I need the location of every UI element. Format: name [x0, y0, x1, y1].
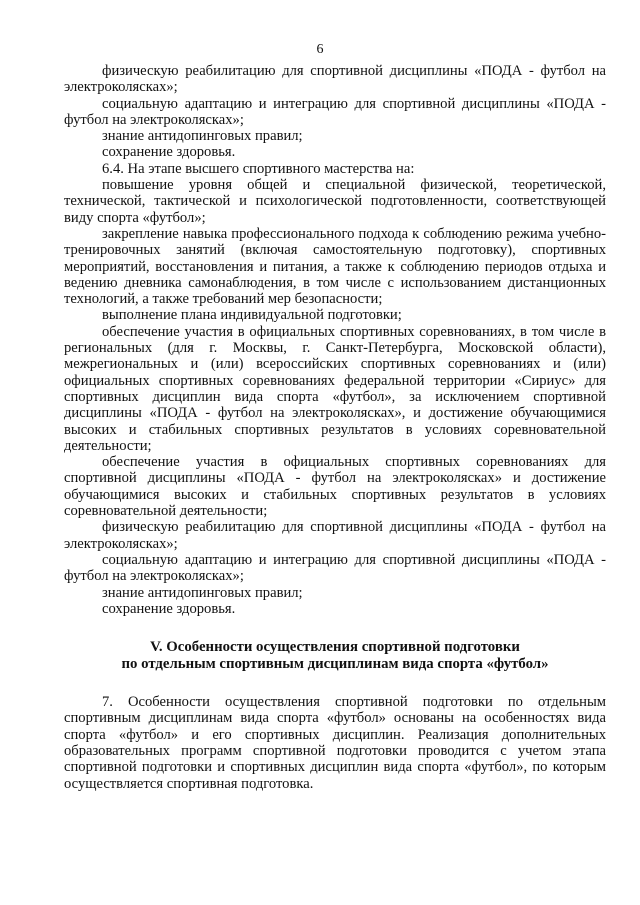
paragraph: социальную адаптацию и интеграцию для спортивной дисциплины «ПОДА - футбол на электроколясках»;	[64, 551, 606, 585]
paragraph: социальную адаптацию и интеграцию для спортивной дисциплины «ПОДА - футбол на электроколясках»;	[64, 95, 606, 128]
paragraph: обеспечение участия в официальных спортивных соревнованиях, в том числе в региональных (для г. Москвы, г. Санкт-Петербурга, Московской области), межрегиональных и (или) всероссийских спортивных соревнованиях и (или) официальных спортивных соревнованиях федеральной территории «Сириус» для спортивных дисциплин вида спорта «футбол», за исключением спортивной дисциплины «ПОДА - футбол на электроколясках», и достижение обучающимися высоких и стабильных спортивных результатов в условиях соревновательной деятельности;	[64, 323, 606, 454]
section-heading-line: по отдельным спортивным дисциплинам вида спорта «футбол»	[121, 656, 549, 673]
paragraph: закрепление навыка профессионального подхода к соблюдению режима учебно-тренировочных занятий (включая самостоятельную подготовку), спортивных мероприятий, восстановления и питания, а также к соблюдению периодов отдыха и ведению дневника самонаблюдения, в том числе с использованием дистанционных технологий, а также требований мер безопасности;	[64, 225, 606, 308]
paragraph-7: 7. Особенности осуществления спортивной подготовки по отдельным спортивным дисциплинам вида спорта «футбол» основаны на особенностях вида спорта «футбол» и его спортивных дисциплин. Реализация дополнительных образовательных программ спортивной подготовки проводится с учетом этапа спортивной подготовки и спортивных дисциплин вида спорта «футбол», по которым осуществляется спортивная подготовка.	[64, 694, 606, 792]
paragraph: 6.4. На этапе высшего спортивного мастерства на:	[102, 160, 415, 177]
page-number: 6	[316, 42, 324, 57]
paragraph: выполнение плана индивидуальной подготовки;	[102, 307, 402, 324]
paragraph: сохранение здоровья.	[102, 600, 236, 617]
document-body	[64, 63, 606, 792]
paragraph: сохранение здоровья.	[102, 144, 236, 161]
paragraph: знание антидопинговых правил;	[102, 128, 303, 145]
section-heading-line: V. Особенности осуществления спортивной подготовки	[150, 639, 520, 656]
paragraph: физическую реабилитацию для спортивной дисциплины «ПОДА - футбол на электроколясках»;	[64, 519, 606, 552]
paragraph: знание антидопинговых правил;	[102, 584, 303, 601]
paragraph: повышение уровня общей и специальной физической, теоретической, технической, тактической и психологической подготовленности, соответствующей виду спорта «футбол»;	[64, 177, 606, 226]
section-heading	[64, 639, 606, 673]
paragraph: физическую реабилитацию для спортивной дисциплины «ПОДА - футбол на электроколясках»;	[64, 63, 606, 96]
paragraph: обеспечение участия в официальных спортивных соревнованиях для спортивной дисциплины «ПОДА - футбол на электроколясках» и достижение обучающимися высоких и стабильных спортивных результатов в условиях соревновательной деятельности;	[64, 454, 606, 520]
